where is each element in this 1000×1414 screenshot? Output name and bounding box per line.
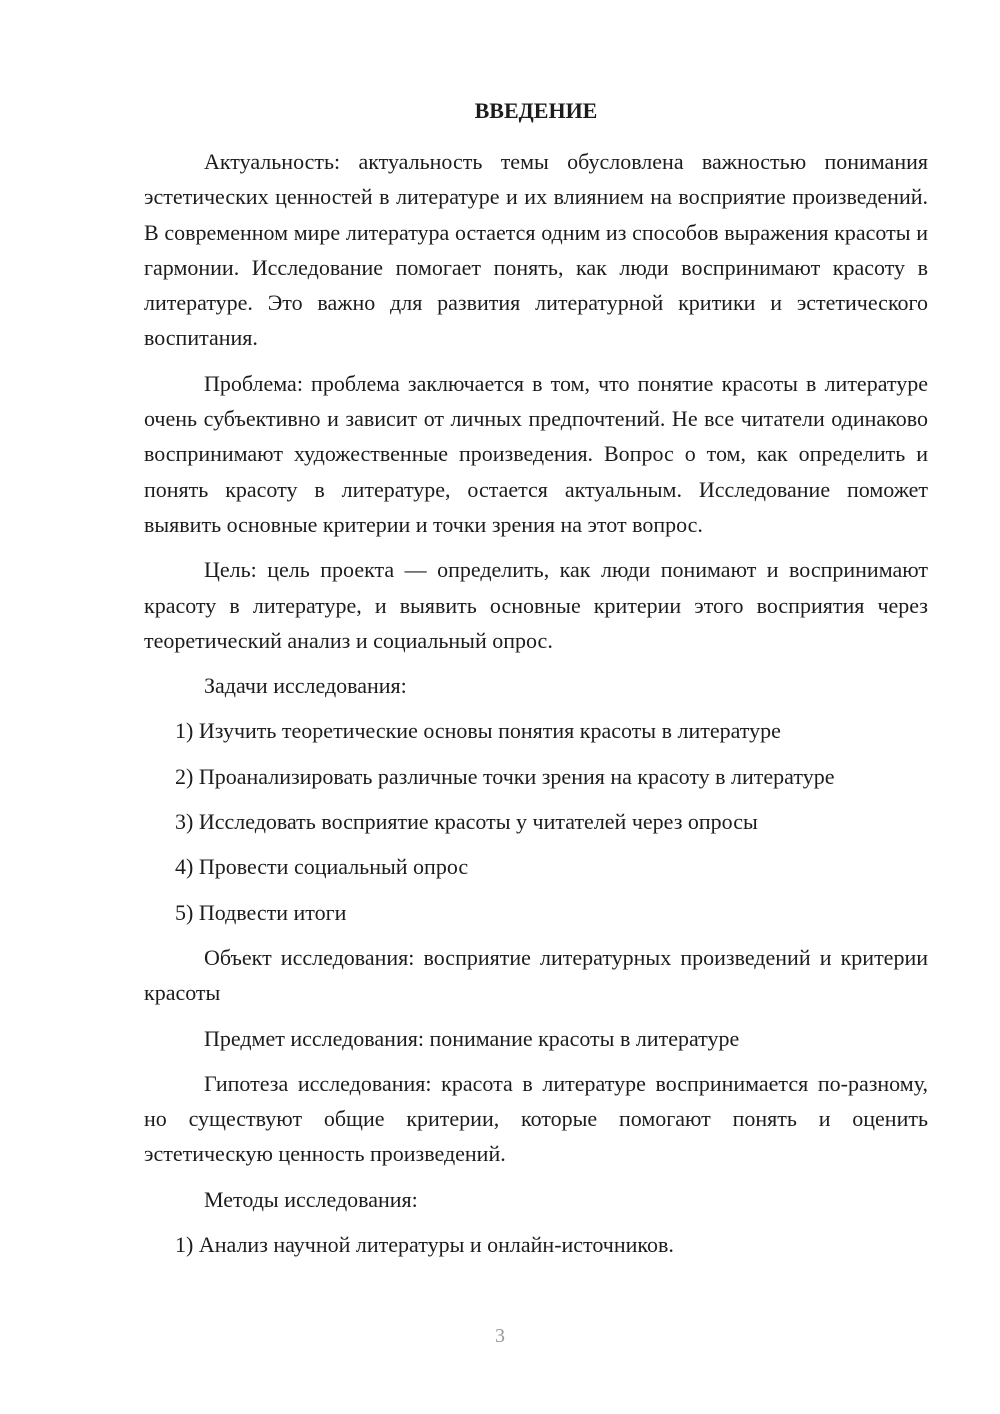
- task-item: 5) Подвести итоги: [175, 899, 347, 925]
- document-page: [144, 98, 928, 1272]
- problem-paragraph: Проблема: проблема заключается в том, что понятие красоты в литературе очень субъективно и зависит от личных предпочтений. Не все читатели одинаково воспринимают художественные произведения. Вопрос о том, как определить и понять красоту в литературе, остается актуальным. Исследование поможет выявить основные критерии и точки зрения на этот вопрос.: [144, 370, 928, 537]
- task-item: 2) Проанализировать различные точки зрения на красоту в литературе: [175, 763, 835, 789]
- page-title: ВВЕДЕНИЕ: [474, 98, 598, 123]
- task-item: 3) Исследовать восприятие красоты у читателей через опросы: [175, 809, 758, 835]
- page-number: 3: [495, 1325, 505, 1347]
- goal-paragraph: Цель: цель проекта — определить, как люди понимают и воспринимают красоту в литературе, и выявить основные критерии этого восприятия через теоретический анализ и социальный опрос.: [144, 557, 928, 653]
- tasks-heading: Задачи исследования:: [204, 673, 407, 699]
- hypothesis-paragraph: Гипотеза исследования: красота в литературе воспринимается по-разному, но существуют общие критерии, которые помогают понять и оценить эстетическую ценность произведений.: [144, 1070, 928, 1167]
- method-item: 1) Анализ научной литературы и онлайн-источников.: [175, 1232, 674, 1258]
- methods-heading: Методы исследования:: [204, 1186, 418, 1212]
- task-item: 4) Провести социальный опрос: [175, 854, 469, 880]
- subject-paragraph: Предмет исследования: понимание красоты в литературе: [204, 1025, 740, 1051]
- task-item: 1) Изучить теоретические основы понятия красоты в литературе: [175, 718, 781, 744]
- object-paragraph: Объект исследования: восприятие литературных произведений и критерии красоты: [144, 944, 928, 1006]
- relevance-paragraph: Актуальность: актуальность темы обусловлена важностью понимания эстетических ценностей в литературе и их влиянием на восприятие произведений. В современном мире литература остается одним из способов выражения красоты и гармонии. Исследование помогает понять, как люди воспринимают красоту в литературе. Это важно для развития литературной критики и эстетического воспитания.: [144, 149, 928, 351]
